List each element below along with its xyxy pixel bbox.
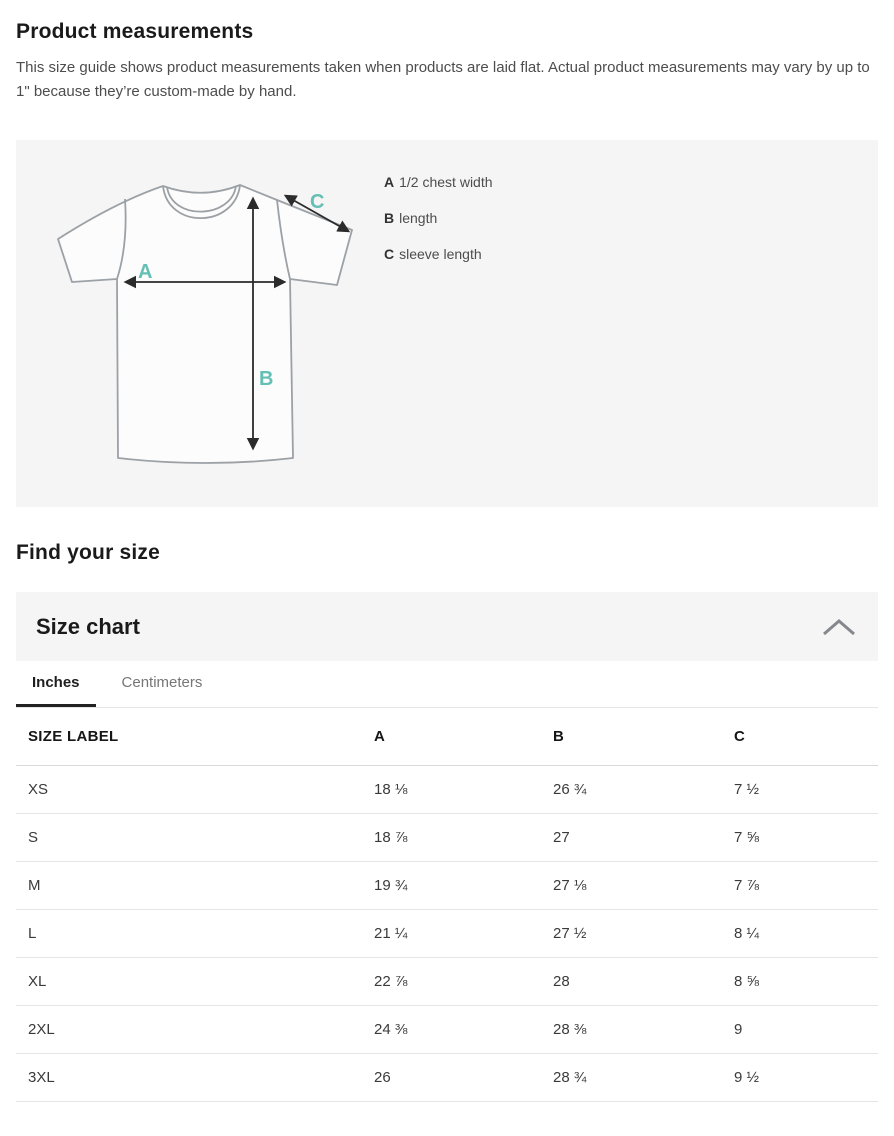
c-cell: 7 ½ bbox=[734, 781, 760, 798]
size-cell: XL bbox=[28, 973, 47, 990]
legend-key-c: C bbox=[384, 246, 395, 262]
size-cell: XS bbox=[28, 781, 49, 798]
b-cell: 27 ⅛ bbox=[553, 877, 587, 894]
b-cell: 28 bbox=[553, 973, 570, 990]
size-chart-title: Size chart bbox=[36, 613, 140, 639]
measurement-diagram-panel bbox=[16, 140, 878, 507]
diagram-label-c: C bbox=[310, 191, 325, 213]
table-row bbox=[16, 814, 878, 862]
a-cell: 19 ¾ bbox=[374, 877, 408, 894]
measurement-legend bbox=[384, 164, 493, 272]
size-cell: 3XL bbox=[28, 1069, 55, 1086]
unit-tabs bbox=[16, 661, 878, 708]
table-row bbox=[16, 910, 878, 958]
size-table bbox=[16, 708, 878, 1102]
find-your-size-title: Find your size bbox=[16, 541, 160, 564]
table-row bbox=[16, 766, 878, 814]
b-cell: 27 bbox=[553, 829, 570, 846]
column-header-b: B bbox=[553, 728, 565, 745]
column-header-a: A bbox=[374, 728, 386, 745]
table-row bbox=[16, 1006, 878, 1054]
diagram-label-a: A bbox=[138, 261, 153, 283]
a-cell: 22 ⅞ bbox=[374, 973, 408, 990]
table-row bbox=[16, 958, 878, 1006]
chevron-up-icon[interactable] bbox=[822, 618, 856, 636]
legend-key-b: B bbox=[384, 210, 395, 226]
a-cell: 21 ¼ bbox=[374, 925, 408, 942]
legend-label-b: length bbox=[399, 210, 438, 226]
tab-inches[interactable]: Inches bbox=[16, 661, 96, 707]
c-cell: 7 ⅞ bbox=[734, 877, 760, 894]
table-row bbox=[16, 862, 878, 910]
c-cell: 7 ⅝ bbox=[734, 829, 760, 846]
table-row bbox=[16, 1054, 878, 1102]
size-cell: S bbox=[28, 829, 39, 846]
legend-key-a: A bbox=[384, 174, 395, 190]
legend-item-b bbox=[384, 200, 493, 236]
tshirt-outline bbox=[58, 185, 352, 463]
b-cell: 27 ½ bbox=[553, 925, 587, 942]
product-measurements-page bbox=[0, 20, 894, 1102]
b-cell: 26 ¾ bbox=[553, 781, 587, 798]
table-header-row bbox=[16, 708, 878, 766]
size-cell: 2XL bbox=[28, 1021, 55, 1038]
a-cell: 18 ⅛ bbox=[374, 781, 408, 798]
a-cell: 26 bbox=[374, 1069, 391, 1086]
tab-centimeters[interactable]: Centimeters bbox=[121, 674, 203, 691]
b-cell: 28 ⅜ bbox=[553, 1021, 587, 1038]
diagram-label-b: B bbox=[259, 368, 274, 390]
size-cell: M bbox=[28, 877, 41, 894]
legend-label-a: 1/2 chest width bbox=[399, 174, 493, 190]
size-cell: L bbox=[28, 925, 37, 942]
a-cell: 24 ⅜ bbox=[374, 1021, 408, 1038]
legend-item-a bbox=[384, 164, 493, 200]
c-cell: 9 ½ bbox=[734, 1069, 760, 1086]
c-cell: 8 ¼ bbox=[734, 925, 760, 942]
c-cell: 8 ⅝ bbox=[734, 973, 760, 990]
c-cell: 9 bbox=[734, 1021, 743, 1038]
legend-label-c: sleeve length bbox=[399, 246, 482, 262]
a-cell: 18 ⅞ bbox=[374, 829, 408, 846]
b-cell: 28 ¾ bbox=[553, 1069, 587, 1086]
column-header-size-label: SIZE LABEL bbox=[28, 728, 119, 745]
size-chart-accordion-header[interactable] bbox=[16, 592, 878, 661]
page-title: Product measurements bbox=[16, 20, 254, 43]
legend-item-c bbox=[384, 236, 493, 272]
page-description: This size guide shows product measurements taken when products are laid flat. Actual product measurements may vary by up to 1" because they’re custom-made by hand. bbox=[16, 59, 870, 100]
column-header-c: C bbox=[734, 728, 746, 745]
